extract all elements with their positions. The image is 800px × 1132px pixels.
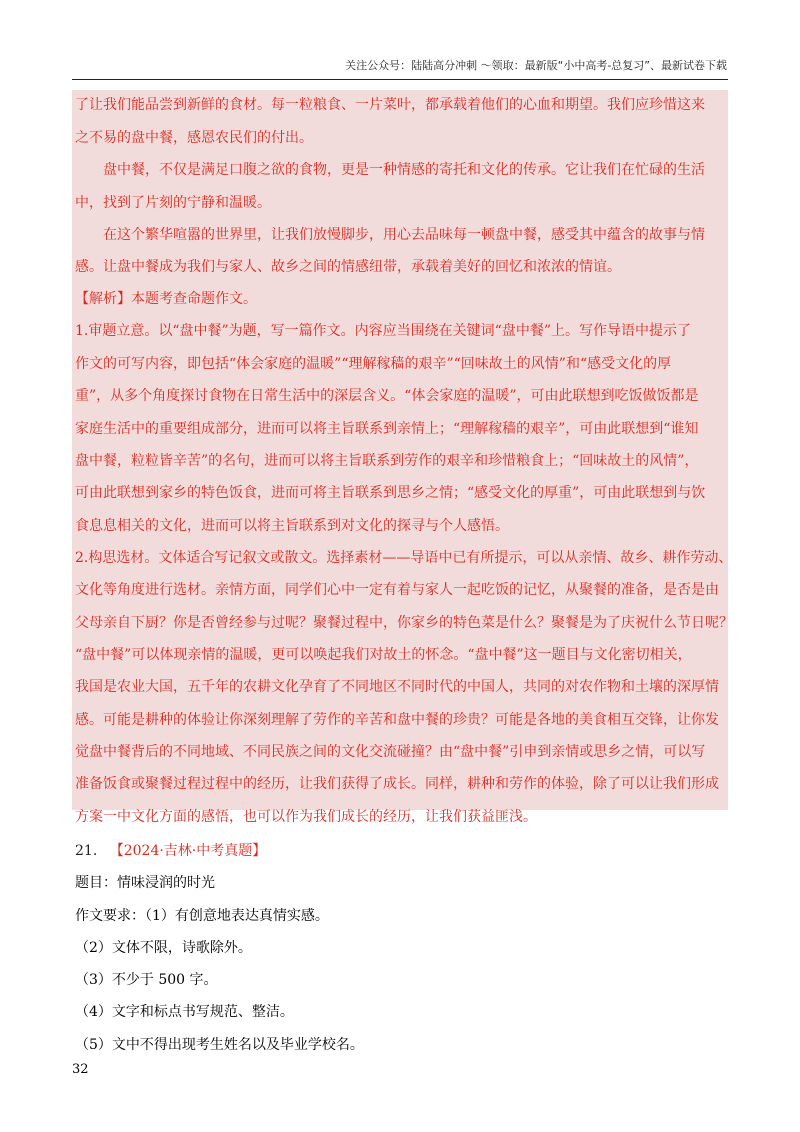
question-title: 题目：情味浸润的时光 [75,875,215,891]
analysis-line: 2.构思选材。文体适合写记叙文或散文。选择素材——导语中已有所提示，可以从亲情、故乡、耕作劳动、 [75,550,733,566]
essay-line: 了让我们能品尝到新鲜的食材。每一粒粮食、一片菜叶，都承载着他们的心血和期望。我们应珍惜这来 [75,97,705,113]
analysis-line: 准备饭食或聚餐过程过程中的经历，让我们获得了成长。同样，耕种和劳作的体验，除了可以让我们形成 [75,776,719,792]
essay-line: 盘中餐，不仅是满足口腹之欲的食物，更是一种情感的寄托和文化的传承。它让我们在忙碌的生活 [103,162,705,178]
analysis-line: 家庭生活中的重要组成部分，进而可以将主旨联系到亲情上；“理解稼穑的艰辛”，可由此联想到“谁知 [75,421,699,437]
essay-line: 之不易的盘中餐，感恩农民们的付出。 [75,130,313,146]
page-header: 关注公众号：陆陆高分冲刺 〜领取：最新版“小中高考-总复习”、最新试卷下载 [345,59,727,72]
requirement-item: （3）不少于 500 字。 [75,972,218,988]
analysis-line: 感。可能是耕种的体验让你深刻理解了劳作的辛苦和盘中餐的珍贵？可能是各地的美食相互交锋，让你发 [75,712,719,728]
analysis-line: 方案一中文化方面的感悟，也可以作为我们成长的经历，让我们获益匪浅。 [75,809,537,825]
header-divider [72,79,728,80]
analysis-line: 我国是农业大国，五千年的农耕文化孕育了不同地区不同时代的中国人，共同的对农作物和土壤的深厚情 [75,679,719,695]
analysis-line: 觉盘中餐背后的不同地域、不同民族之间的文化交流碰撞？由“盘中餐”引申到亲情或思乡之情，可以写 [75,744,706,760]
question-number: 21. [75,843,98,859]
analysis-line: 食息息相关的文化，进而可以将主旨联系到对文化的探寻与个人感悟。 [75,518,509,534]
essay-line: 感。让盘中餐成为我们与家人、故乡之间的情感纽带，承载着美好的回忆和浓浓的情谊。 [75,259,621,275]
requirement-item: 作文要求：（1）有创意地表达真情实感。 [75,908,329,924]
page-number: 32 [72,1062,89,1077]
question-source: 【2024·吉林·中考真题】 [109,843,267,859]
requirement-item: （4）文字和标点书写规范、整洁。 [75,1004,294,1020]
essay-line: 在这个繁华喧嚣的世界里，让我们放慢脚步，用心去品味每一顿盘中餐，感受其中蕴含的故事与情 [103,227,705,243]
analysis-line: 文化等角度进行选材。亲情方面，同学们心中一定有着与家人一起吃饭的记忆，从聚餐的准备，是否是由 [75,582,719,598]
analysis-line: 父母亲自下厨？你是否曾经参与过呢？聚餐过程中，你家乡的特色菜是什么？聚餐是为了庆祝什么节日呢？ [75,615,733,631]
analysis-line: 作文的可写内容，即包括“体会家庭的温暖”“理解稼穑的艰辛”“回味故土的风情”和“感受文化的厚 [75,356,672,372]
requirement-item: （5）文中不得出现考生姓名以及毕业学校名。 [75,1037,364,1053]
essay-line: 中，找到了片刻的宁静和温暖。 [75,195,271,211]
question-header [75,842,266,860]
requirement-item: （2）文体不限，诗歌除外。 [75,940,252,956]
analysis-line: 盘中餐，粒粒皆辛苦”的名句，进而可以将主旨联系到劳作的艰辛和珍惜粮食上；“回味故土的风情”， [75,453,699,469]
analysis-line: 重”，从多个角度探讨食物在日常生活中的深层含义。“体会家庭的温暖”，可由此联想到吃饭做饭都是 [75,388,699,404]
analysis-line: 可由此联想到家乡的特色饭食，进而可将主旨联系到思乡之情；“感受文化的厚重”，可由此联想到与饮 [75,485,706,501]
analysis-heading: 【解析】本题考查命题作文。 [75,291,257,307]
analysis-line: “盘中餐”可以体现亲情的温暖，更可以唤起我们对故土的怀念。“盘中餐”这一题目与文化密切相关， [75,647,692,663]
analysis-line: 1.审题立意。以“盘中餐”为题，写一篇作文。内容应当围绕在关键词“盘中餐”上。写作导语中提示了 [75,323,691,339]
